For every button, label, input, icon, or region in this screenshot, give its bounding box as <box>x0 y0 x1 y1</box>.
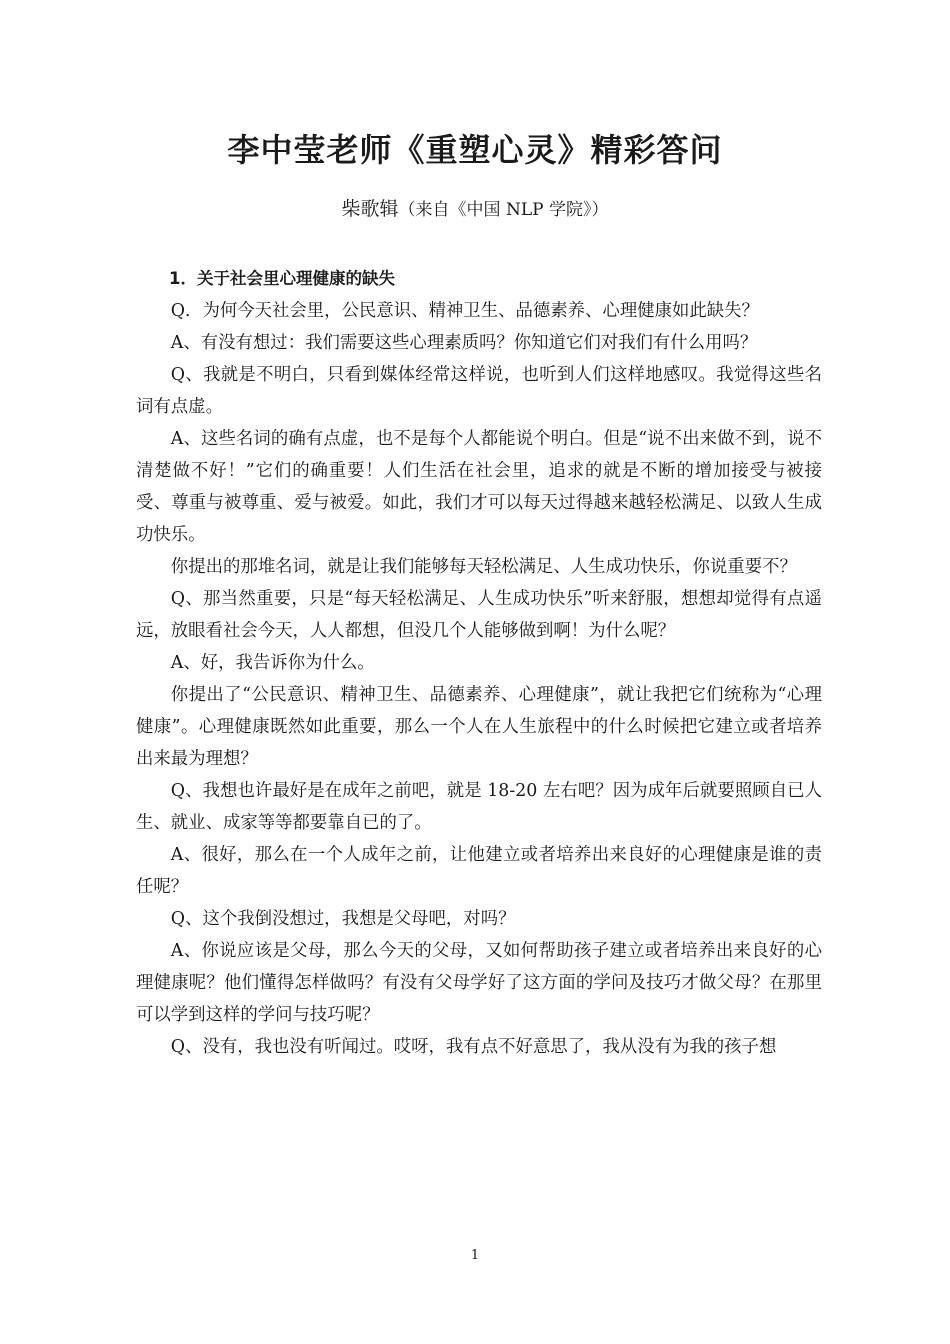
byline-source: （来自《中国 NLP 学院》） <box>398 200 609 220</box>
paragraph: Q．为何今天社会里，公民意识、精神卫生、品德素养、心理健康如此缺失？ <box>170 301 759 321</box>
paragraph: Q、这个我倒没想过，我想是父母吧，对吗？ <box>170 909 516 929</box>
section-heading: 1．关于社会里心理健康的缺失 <box>169 269 395 288</box>
paragraph: 你提出的那堆名词，就是让我们能够每天轻松满足、人生成功快乐，你说重要不？ <box>170 557 797 577</box>
paragraph: 你提出了“公民意识、精神卫生、品德素养、心理健康”，就让我把它们统称为“心理健康”。心理健康既然如此重要，那么一个人在人生旅程中的什么时候把它建立或者培养出来最为理想？ <box>136 685 822 769</box>
paragraph: Q、那当然重要，只是“每天轻松满足、人生成功快乐”听来舒服，想想却觉得有点遥远，放眼看社会今天，人人都想，但没几个人能够做到啊！为什么呢？ <box>136 589 822 641</box>
document-title: 李中莹老师《重塑心灵》精彩答问 <box>227 131 723 169</box>
byline-author: 柴歌辑 <box>341 198 399 220</box>
paragraph: A、很好，那么在一个人成年之前，让他建立或者培养出来良好的心理健康是谁的责任呢？ <box>136 845 822 897</box>
paragraph: Q、我就是不明白，只看到媒体经常这样说，也听到人们这样地感叹。我觉得这些名词有点虚。 <box>136 365 822 417</box>
paragraph: A、有没有想过：我们需要这些心理素质吗？你知道它们对我们有什么用吗？ <box>170 333 758 353</box>
paragraph: Q、我想也许最好是在成年之前吧，就是 18-20 左右吧？因为成年后就要照顾自已人生、就业、成家等等都要靠自已的了。 <box>136 781 822 833</box>
paragraph: Q、没有，我也没有听闻过。哎呀，我有点不好意思了，我从没有为我的孩子想 <box>170 1037 777 1057</box>
page-number: 1 <box>470 1248 480 1263</box>
paragraph: A、这些名词的确有点虚，也不是每个人都能说个明白。但是“说不出来做不到，说不清楚做不好！”它们的确重要！人们生活在社会里，追求的就是不断的增加接受与被接受、尊重与被尊重、爱与被爱。如此，我们才可以每天过得越来越轻松满足、以致人生成功快乐。 <box>136 429 822 545</box>
document-body <box>136 263 822 1063</box>
paragraph: A、你说应该是父母，那么今天的父母，又如何帮助孩子建立或者培养出来良好的心理健康呢？他们懂得怎样做吗？有没有父母学好了这方面的学问及技巧才做父母？在那里可以学到这样的学问与技巧呢？ <box>136 941 822 1025</box>
byline <box>0 194 950 225</box>
paragraph: A、好，我告诉你为什么。 <box>170 653 375 673</box>
